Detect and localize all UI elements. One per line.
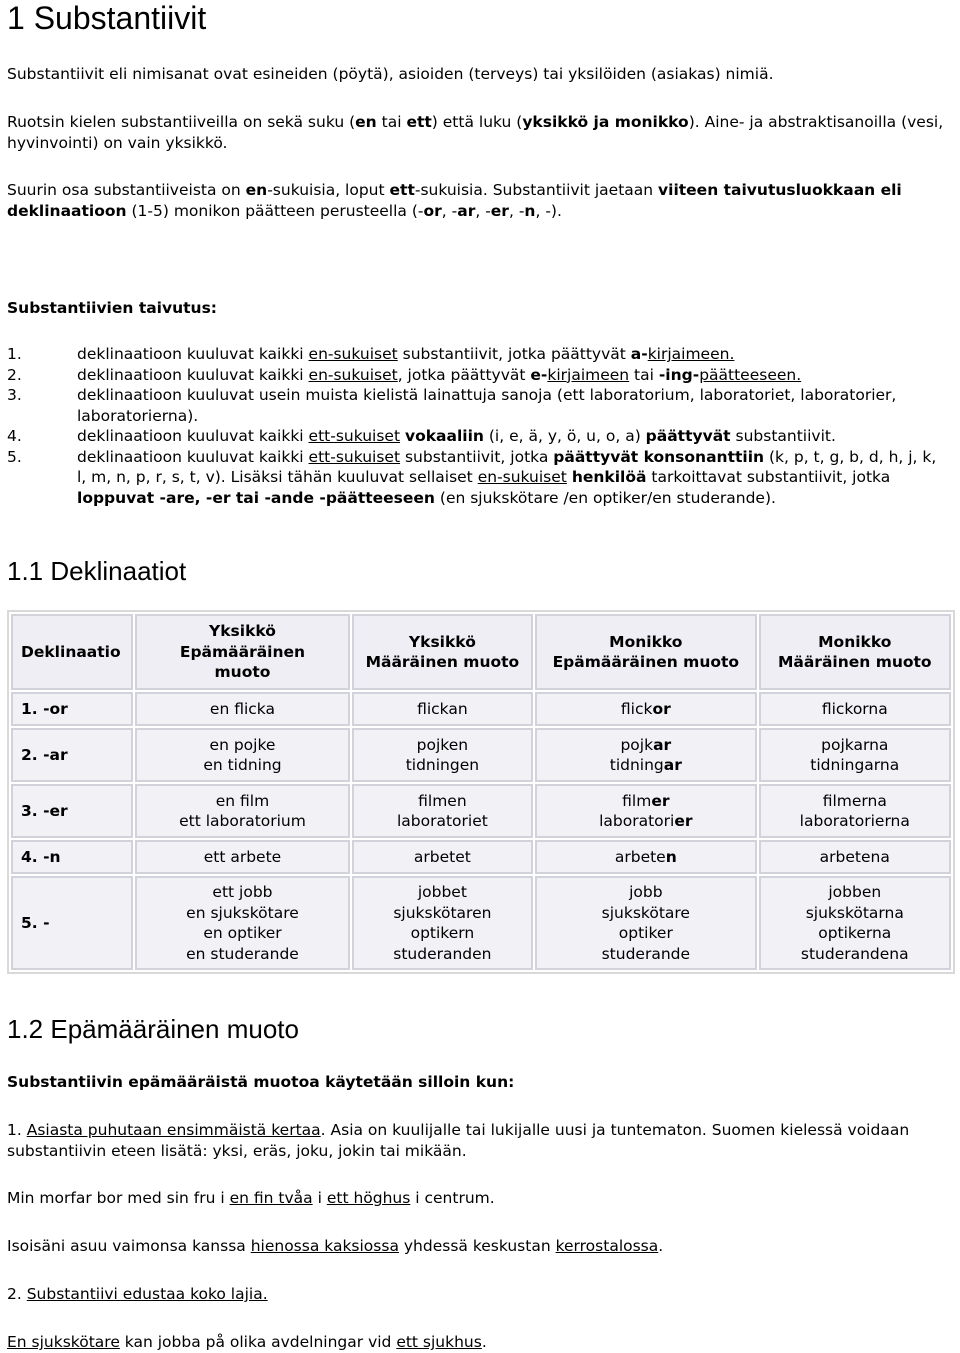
cell-singular-indefinite: ett jobb en sjukskötare en optiker en studerande bbox=[135, 876, 349, 970]
gender-number-paragraph: Ruotsin kielen substantiiveilla on sekä suku (en tai ett) että luku (yksikkö ja monikko). Aine- ja abstraktisanoilla (vesi, hyvinvointi) on vain yksikkö. bbox=[7, 113, 944, 152]
declension-label: 4. -n bbox=[11, 840, 133, 874]
cell-plural-indefinite: pojkar tidningar bbox=[535, 728, 756, 782]
header-singular-indefinite: Yksikkö Epämääräinen muoto bbox=[135, 614, 349, 690]
declension-paragraph: Suurin osa substantiiveista on en-sukuisia, loput ett-sukuisia. Substantiivit jaetaan viiteen taivutusluokkaan eli deklinaatioon (1-5) monikon päätteen perusteella (-or, -ar, -er, -n, -). bbox=[7, 181, 902, 220]
cell-singular-definite: flickan bbox=[352, 692, 533, 726]
cell-plural-definite: jobben sjukskötarna optikerna studerandena bbox=[759, 876, 951, 970]
declension-label: 3. -er bbox=[11, 784, 133, 838]
section-heading-declensions: 1.1 Deklinaatiot bbox=[7, 556, 187, 586]
table-row bbox=[11, 728, 951, 782]
cell-singular-definite: filmen laboratoriet bbox=[352, 784, 533, 838]
usage-rule-2: 2. Substantiivi edustaa koko lajia. bbox=[7, 1285, 268, 1303]
page-title: 1 Substantiivit bbox=[7, 0, 207, 36]
subheading-usage: Substantiivin epämääräistä muotoa käytetään silloin kun: bbox=[7, 1073, 515, 1091]
declension-label: 2. -ar bbox=[11, 728, 133, 782]
cell-singular-indefinite: ett arbete bbox=[135, 840, 349, 874]
declension-label: 5. - bbox=[11, 876, 133, 970]
header-plural-definite: Monikko Määräinen muoto bbox=[759, 614, 951, 690]
table-row bbox=[11, 692, 951, 726]
intro-paragraph: Substantiivit eli nimisanat ovat esineiden (pöytä), asioiden (terveys) tai yksilöiden (asiakas) nimiä. bbox=[7, 65, 774, 83]
cell-plural-definite: pojkarna tidningarna bbox=[759, 728, 951, 782]
table-row bbox=[11, 784, 951, 838]
cell-singular-definite: pojken tidningen bbox=[352, 728, 533, 782]
cell-singular-indefinite: en flicka bbox=[135, 692, 349, 726]
cell-plural-definite: arbetena bbox=[759, 840, 951, 874]
cell-plural-indefinite: filmer laboratorier bbox=[535, 784, 756, 838]
list-item: 5. deklinaatioon kuuluvat kaikki ett-sukuiset substantiivit, jotka päättyvät konsonanttiin (k, p, t, g, b, d, h, j, k, l, m, n, p, r, s, t, v). Lisäksi tähän kuuluvat sellaiset en-sukuiset henkilöä tarkoittavat substantiivit, jotka loppuvat -are, -er tai -ande -päätteeseen (en sjukskötare /en optiker/en studerande). bbox=[7, 447, 937, 507]
cell-singular-definite: jobbet sjukskötaren optikern studeranden bbox=[352, 876, 533, 970]
section-heading-indefinite-form: 1.2 Epämääräinen muoto bbox=[7, 1014, 299, 1044]
cell-plural-definite: flickorna bbox=[759, 692, 951, 726]
cell-singular-definite: arbetet bbox=[352, 840, 533, 874]
cell-singular-indefinite: en film ett laboratorium bbox=[135, 784, 349, 838]
cell-plural-indefinite: jobb sjukskötare optiker studerande bbox=[535, 876, 756, 970]
list-item: 1. deklinaatioon kuuluvat kaikki en-sukuiset substantiivit, jotka päättyvät a-kirjaimeen. bbox=[7, 345, 735, 363]
subheading-inflection: Substantiivien taivutus: bbox=[7, 299, 218, 317]
list-item: 2. deklinaatioon kuuluvat kaikki en-sukuiset, jotka päättyvät e-kirjaimeen tai -ing-päätteeseen. bbox=[7, 365, 802, 384]
example-sentence-2: En sjukskötare kan jobba på olika avdelningar vid ett sjukhus. bbox=[7, 1333, 487, 1351]
declension-label: 1. -or bbox=[11, 692, 133, 726]
cell-plural-definite: filmerna laboratorierna bbox=[759, 784, 951, 838]
declension-table bbox=[7, 610, 955, 974]
header-plural-indefinite: Monikko Epämääräinen muoto bbox=[535, 614, 756, 690]
example-sentence-finnish: Isoisäni asuu vaimonsa kanssa hienossa kaksiossa yhdessä keskustan kerrostalossa. bbox=[7, 1237, 664, 1255]
cell-plural-indefinite: arbeten bbox=[535, 840, 756, 874]
header-declension: Deklinaatio bbox=[11, 614, 133, 690]
table-row bbox=[11, 876, 951, 970]
list-item: 4. deklinaatioon kuuluvat kaikki ett-sukuiset vokaaliin (i, e, ä, y, ö, u, o, a) päättyvät substantiivit. bbox=[7, 427, 836, 445]
table-row bbox=[11, 840, 951, 874]
declension-list bbox=[7, 344, 937, 508]
cell-plural-indefinite: flickor bbox=[535, 692, 756, 726]
example-sentence-swedish: Min morfar bor med sin fru i en fin tvåa i ett höghus i centrum. bbox=[7, 1189, 495, 1207]
list-item: 3. deklinaatioon kuuluvat usein muista kielistä lainattuja sanoja (ett laboratorium, laboratoriet, laboratorier, laboratorierna). bbox=[7, 386, 897, 425]
header-singular-definite: Yksikkö Määräinen muoto bbox=[352, 614, 533, 690]
usage-rule-1: 1. Asiasta puhutaan ensimmäistä kertaa. Asia on kuulijalle tai lukijalle uusi ja tuntematon. Suomen kielessä voidaan substantiivin eteen lisätä: yksi, eräs, joku, jokin tai mikään. bbox=[7, 1121, 910, 1160]
cell-singular-indefinite: en pojke en tidning bbox=[135, 728, 349, 782]
